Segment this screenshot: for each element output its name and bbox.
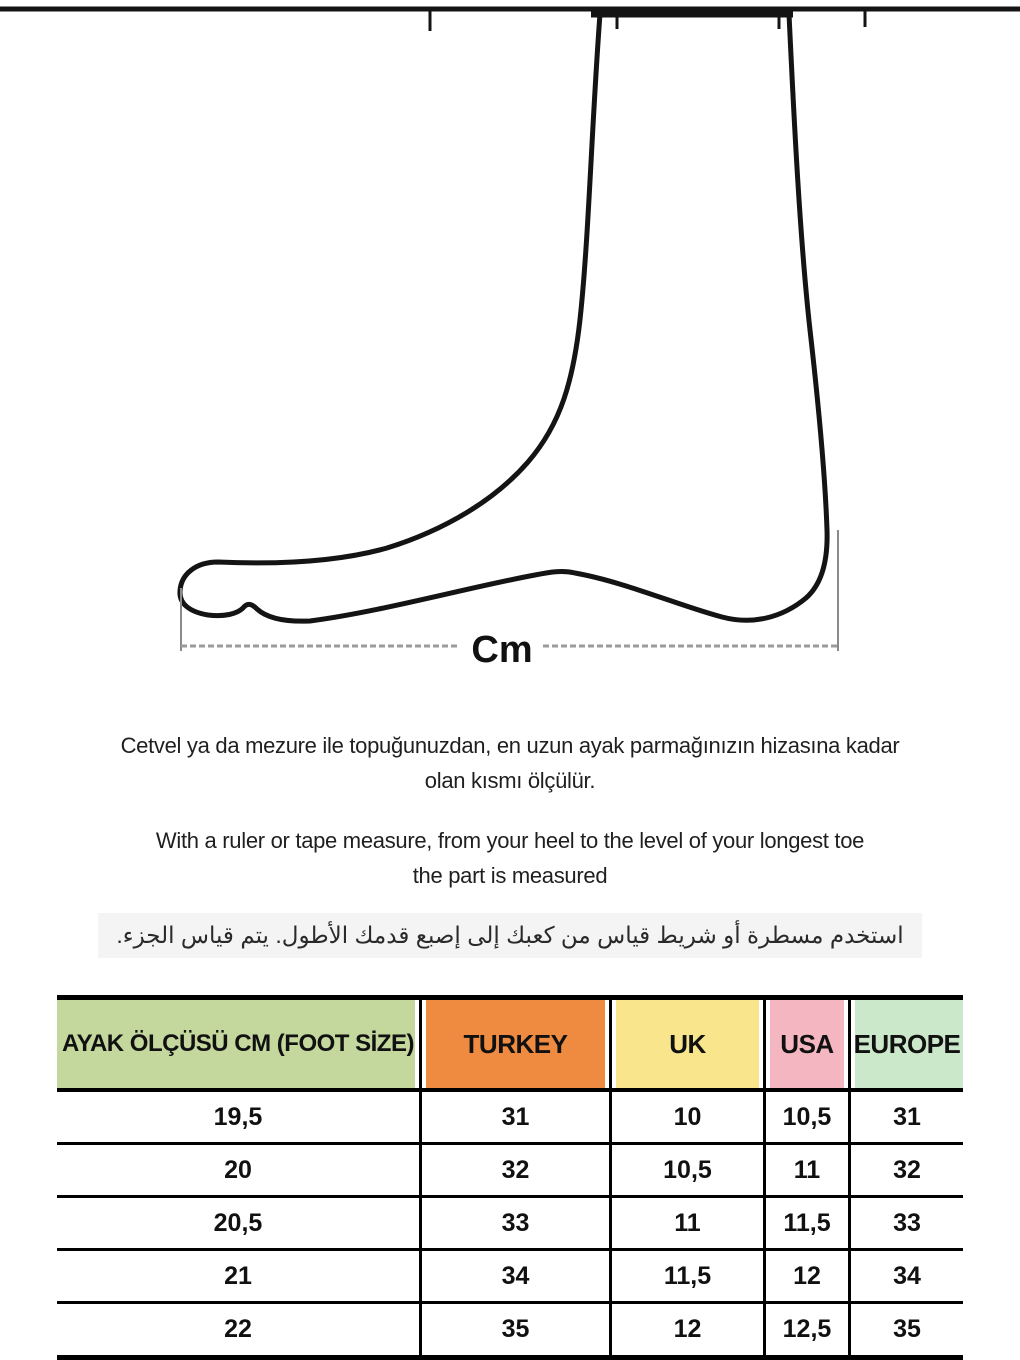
instruction-arabic: استخدم مسطرة أو شريط قياس من كعبك إلى إصبع قدمك الأطول. يتم قياس الجزء.: [98, 913, 921, 958]
instruction-turkish-line1: Cetvel ya da mezure ile topuğunuzdan, en uzun ayak parmağınızın hizasına kadar: [120, 733, 900, 758]
instruction-english-line1: With a ruler or tape measure, from your heel to the level of your longest toe: [155, 828, 865, 853]
col-header-usa: USA: [763, 1000, 848, 1092]
cell-uk: 10: [609, 1092, 763, 1145]
cell-usa: 12,5: [763, 1304, 848, 1355]
instruction-arabic-wrap: [0, 913, 1020, 958]
cell-uk: 11,5: [609, 1251, 763, 1304]
col-header-turkey: TURKEY: [419, 1000, 609, 1092]
cell-uk: 12: [609, 1304, 763, 1355]
foot-outline-path: [180, 14, 827, 621]
col-header-europe: EUROPE: [848, 1000, 963, 1092]
cell-europe: 35: [848, 1304, 963, 1355]
cell-turkey: 32: [419, 1145, 609, 1198]
cell-usa: 12: [763, 1251, 848, 1304]
instruction-turkish: [0, 728, 1020, 798]
instruction-english: [0, 823, 1020, 893]
cell-europe: 31: [848, 1092, 963, 1145]
size-conversion-table: [57, 995, 963, 1360]
instruction-turkish-line2: olan kısmı ölçülür.: [424, 768, 596, 793]
cell-footsize: 20,5: [57, 1198, 419, 1251]
cell-turkey: 31: [419, 1092, 609, 1145]
cell-usa: 10,5: [763, 1092, 848, 1145]
cell-europe: 33: [848, 1198, 963, 1251]
cell-europe: 32: [848, 1145, 963, 1198]
cell-footsize: 19,5: [57, 1092, 419, 1145]
instruction-english-line2: the part is measured: [412, 863, 608, 888]
cell-uk: 10,5: [609, 1145, 763, 1198]
cell-turkey: 35: [419, 1304, 609, 1355]
cm-unit-label: Cm: [471, 629, 533, 671]
cell-footsize: 20: [57, 1145, 419, 1198]
cell-europe: 34: [848, 1251, 963, 1304]
cell-footsize: 21: [57, 1251, 419, 1304]
col-header-foot-size: AYAK ÖLÇÜSÜ CM (FOOT SİZE): [57, 1000, 419, 1092]
cell-usa: 11: [763, 1145, 848, 1198]
cell-uk: 11: [609, 1198, 763, 1251]
cell-usa: 11,5: [763, 1198, 848, 1251]
col-header-uk: UK: [609, 1000, 763, 1092]
cell-footsize: 22: [57, 1304, 419, 1355]
cell-turkey: 34: [419, 1251, 609, 1304]
cell-turkey: 33: [419, 1198, 609, 1251]
